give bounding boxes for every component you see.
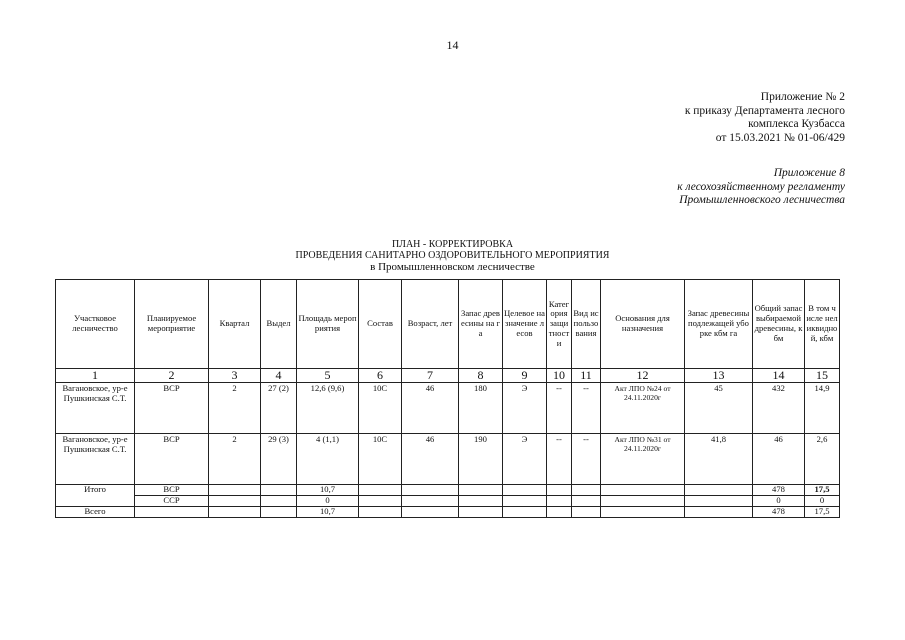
cell-stock-per-ha: 190: [459, 434, 503, 485]
grand-total-row: [56, 507, 840, 518]
appendix-2-line: Приложение № 2: [760, 91, 845, 103]
totals-illiquid: 17,5: [805, 485, 840, 496]
totals-measure: ВСР: [135, 485, 209, 496]
column-number: 15: [805, 369, 840, 383]
cell-use: --: [572, 383, 601, 434]
cell-plot: 27 (2): [261, 383, 297, 434]
cell-use: --: [572, 434, 601, 485]
cell-illiquid: 14,9: [805, 383, 840, 434]
cell-total-stock: 432: [753, 383, 805, 434]
column-number: 5: [297, 369, 359, 383]
column-number: 8: [459, 369, 503, 383]
appendix-8-line: Промышленновского лесничества: [679, 194, 845, 207]
column-header: Основания для назначения: [601, 280, 685, 369]
plan-title-line2: ПРОВЕДЕНИЯ САНИТАРНО ОЗДОРОВИТЕЛЬНОГО МЕРОПРИЯТИЯ: [295, 249, 610, 261]
cell-harvest-stock: 45: [685, 383, 753, 434]
column-header: Категория защитности: [547, 280, 572, 369]
table-row: [56, 434, 840, 485]
cell-protection: --: [547, 383, 572, 434]
plan-table: [55, 279, 840, 518]
plan-title-line1: ПЛАН - КОРРЕКТИРОВКА: [391, 239, 514, 250]
totals-label: Итого: [56, 485, 135, 507]
cell-protection: --: [547, 434, 572, 485]
table-header-row: [56, 280, 840, 369]
column-number: 1: [56, 369, 135, 383]
grand-total-label: Всего: [56, 507, 135, 518]
totals-area: 10,7: [297, 485, 359, 496]
appendix-2-line: от 15.03.2021 № 01-06/429: [715, 131, 845, 144]
column-header: В том числе неликвидной, кбм: [805, 280, 840, 369]
grand-total-illiquid: 17,5: [805, 507, 840, 518]
column-header: Выдел: [261, 280, 297, 369]
appendix-2-line: комплекса Кузбасса: [748, 118, 845, 131]
totals-total-stock: 478: [753, 485, 805, 496]
cell-basis: Акт ЛПО №24 от 24.11.2020г: [601, 383, 685, 434]
cell-composition: 10С: [359, 434, 402, 485]
cell-quarter: 2: [209, 383, 261, 434]
column-header: Участковое лесничество: [56, 280, 135, 369]
cell-area: 4 (1,1): [297, 434, 359, 485]
cell-purpose: Э: [503, 434, 547, 485]
totals-row-ssr: [56, 496, 840, 507]
totals-row-vsr: [56, 485, 840, 496]
column-header: Квартал: [209, 280, 261, 369]
cell-harvest-stock: 41,8: [685, 434, 753, 485]
cell-total-stock: 46: [753, 434, 805, 485]
cell-forestry: Вагановское, ур-е Пушкинская С.Т.: [56, 434, 135, 485]
totals-illiquid: 0: [805, 496, 840, 507]
cell-forestry: Вагановское, ур-е Пушкинская С.Т.: [56, 383, 135, 434]
column-number: 7: [402, 369, 459, 383]
column-header: Планируемое мероприятие: [135, 280, 209, 369]
column-number: 4: [261, 369, 297, 383]
plan-title: [0, 240, 905, 272]
table-row: [56, 383, 840, 434]
grand-total-area: 10,7: [297, 507, 359, 518]
cell-plot: 29 (3): [261, 434, 297, 485]
column-number: 2: [135, 369, 209, 383]
column-number: 6: [359, 369, 402, 383]
cell-area: 12,6 (9,6): [297, 383, 359, 434]
grand-total-total-stock: 478: [753, 507, 805, 518]
column-number: 9: [503, 369, 547, 383]
cell-illiquid: 2,6: [805, 434, 840, 485]
cell-composition: 10С: [359, 383, 402, 434]
cell-purpose: Э: [503, 383, 547, 434]
appendix-8-line: Приложение 8: [773, 167, 845, 179]
column-number: 11: [572, 369, 601, 383]
column-header: Состав: [359, 280, 402, 369]
column-number: 14: [753, 369, 805, 383]
appendix-8-block: [677, 167, 845, 208]
column-header: Запас древесины подлежащей уборке кбм га: [685, 280, 753, 369]
appendix-8-line: к лесохозяйственному регламенту: [677, 180, 845, 193]
column-number: 10: [547, 369, 572, 383]
column-number: 13: [685, 369, 753, 383]
column-header: Вид использования: [572, 280, 601, 369]
appendix-2-line: к приказу Департамента лесного: [684, 104, 845, 117]
appendix-2-block: [685, 91, 845, 145]
column-number: 12: [601, 369, 685, 383]
page-number: 14: [446, 38, 459, 52]
totals-measure: ССР: [135, 496, 209, 507]
cell-measure: ВСР: [135, 383, 209, 434]
column-number: 3: [209, 369, 261, 383]
plan-title-line3: в Промышленновском лесничестве: [370, 260, 535, 273]
column-header: Возраст, лет: [402, 280, 459, 369]
totals-area: 0: [297, 496, 359, 507]
column-number-row: [56, 369, 840, 383]
column-header: Площадь мероприятия: [297, 280, 359, 369]
column-header: Запас древесины на га: [459, 280, 503, 369]
cell-stock-per-ha: 180: [459, 383, 503, 434]
cell-basis: Акт ЛПО №31 от 24.11.2020г: [601, 434, 685, 485]
cell-age: 46: [402, 383, 459, 434]
cell-quarter: 2: [209, 434, 261, 485]
cell-age: 46: [402, 434, 459, 485]
cell-measure: ВСР: [135, 434, 209, 485]
column-header: Общий запас выбираемой древесины, кбм: [753, 280, 805, 369]
totals-total-stock: 0: [753, 496, 805, 507]
column-header: Целевое назначение лесов: [503, 280, 547, 369]
